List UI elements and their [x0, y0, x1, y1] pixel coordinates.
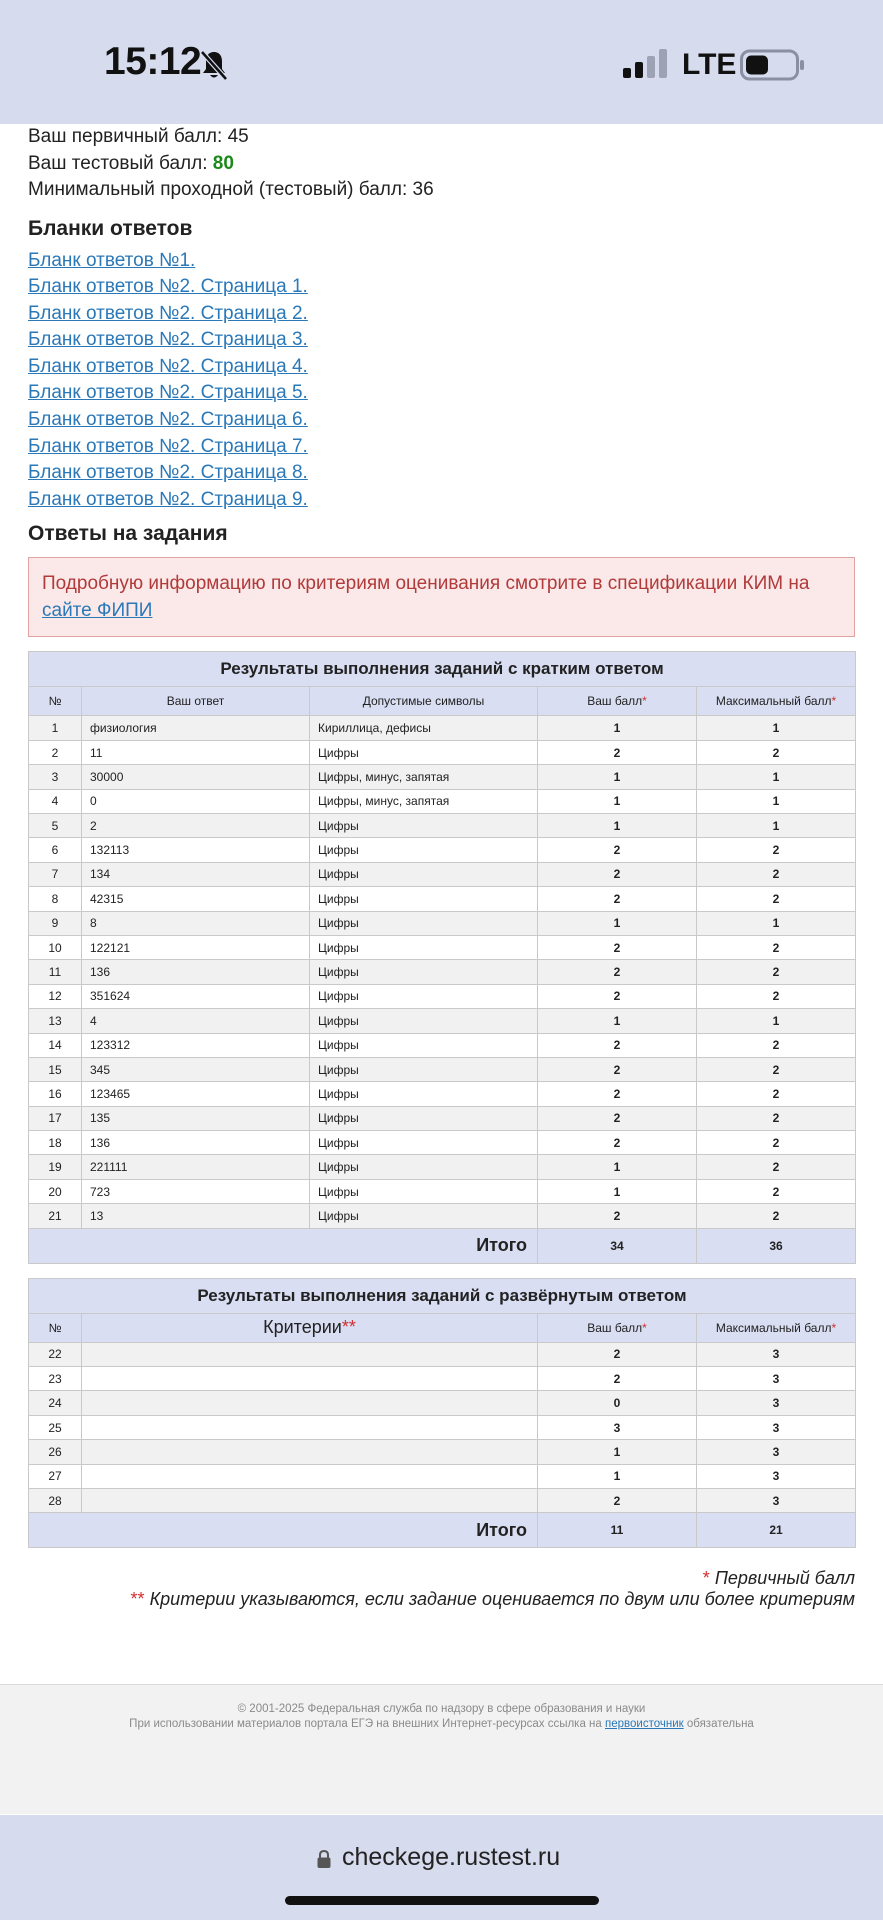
task-max-score: 1 — [697, 911, 856, 935]
task-criteria — [82, 1391, 538, 1415]
task-max-score: 1 — [697, 814, 856, 838]
allowed-symbols: Цифры — [310, 814, 538, 838]
task-max-score: 3 — [697, 1342, 856, 1366]
task-answer: 122121 — [82, 935, 310, 959]
task-score: 1 — [538, 814, 697, 838]
usage-note — [0, 1717, 883, 1732]
task-max-score: 2 — [697, 1179, 856, 1203]
allowed-symbols: Цифры — [310, 1057, 538, 1081]
criteria-alert — [28, 557, 855, 637]
table-row — [29, 1082, 856, 1106]
task-answer: 136 — [82, 1131, 310, 1155]
col-max-label: Максимальный балл — [715, 694, 832, 709]
allowed-symbols: Цифры — [310, 1082, 538, 1106]
footnote-primary — [28, 1568, 855, 1589]
task-score: 2 — [538, 1367, 697, 1391]
table-row — [29, 984, 856, 1008]
task-score: 1 — [538, 1464, 697, 1488]
task-number: 12 — [29, 984, 82, 1008]
task-score: 2 — [538, 960, 697, 984]
table-row — [29, 1179, 856, 1203]
usage-text: При использовании материалов портала ЕГЭ на внешних Интернет-ресурсах ссылка на — [129, 1718, 605, 1730]
task-number: 2 — [29, 740, 82, 764]
table-row — [29, 960, 856, 984]
short-answers-table — [28, 651, 856, 1263]
task-score: 2 — [538, 1204, 697, 1228]
primary-score — [28, 124, 855, 151]
task-number: 14 — [29, 1033, 82, 1057]
test-score — [28, 151, 855, 178]
footnote-mark: ** — [130, 1589, 145, 1610]
task-score: 1 — [538, 1155, 697, 1179]
primary-score-value: 45 — [227, 126, 249, 147]
primary-score-label: Ваш первичный балл: — [28, 126, 228, 147]
task-score: 2 — [538, 1342, 697, 1366]
allowed-symbols: Цифры — [310, 960, 538, 984]
task-number: 27 — [29, 1464, 82, 1488]
task-score: 2 — [538, 1131, 697, 1155]
required-mark: * — [831, 694, 837, 709]
task-score: 1 — [538, 789, 697, 813]
allowed-symbols: Цифры — [310, 838, 538, 862]
task-max-score: 1 — [697, 716, 856, 740]
total-score: 11 — [538, 1513, 697, 1548]
url-text[interactable]: checkege.rustest.ru — [342, 1843, 561, 1871]
task-number: 20 — [29, 1179, 82, 1203]
required-mark: * — [642, 1320, 647, 1335]
task-number: 5 — [29, 814, 82, 838]
footnote-criteria — [28, 1589, 855, 1610]
table-row — [29, 1106, 856, 1130]
task-max-score: 2 — [697, 935, 856, 959]
task-answer: 136 — [82, 960, 310, 984]
allowed-symbols: Цифры — [310, 1106, 538, 1130]
allowed-symbols: Цифры, минус, запятая — [310, 765, 538, 789]
task-score: 2 — [538, 1106, 697, 1130]
table-row — [29, 838, 856, 862]
table-row — [29, 862, 856, 886]
task-score: 1 — [538, 1179, 697, 1203]
test-score-label: Ваш тестовый балл: — [28, 152, 213, 174]
status-time: 15:12 — [104, 40, 202, 83]
task-max-score: 1 — [697, 765, 856, 789]
network-type: LTE — [682, 48, 737, 81]
task-number: 24 — [29, 1391, 82, 1415]
task-score: 0 — [538, 1391, 697, 1415]
task-score: 2 — [538, 1488, 697, 1512]
task-max-score: 3 — [697, 1391, 856, 1415]
task-max-score: 1 — [697, 1009, 856, 1033]
task-score: 1 — [538, 765, 697, 789]
table-row — [29, 814, 856, 838]
table-row — [29, 1440, 856, 1464]
table-row — [29, 765, 856, 789]
signal-icon — [622, 48, 668, 80]
footnote-text: Первичный балл — [709, 1568, 855, 1589]
task-number: 6 — [29, 838, 82, 862]
table-row — [29, 1155, 856, 1179]
total-max: 36 — [697, 1228, 856, 1263]
min-score-value: 36 — [412, 179, 434, 200]
task-answer: физиология — [82, 716, 310, 740]
task-max-score: 2 — [697, 887, 856, 911]
task-max-score: 2 — [697, 1106, 856, 1130]
bell-muted-icon — [199, 48, 229, 82]
short-table-title: Результаты выполнения заданий с кратким ответом — [29, 652, 856, 687]
source-link[interactable]: первоисточник — [605, 1718, 684, 1730]
table-row — [29, 1488, 856, 1512]
task-answer: 4 — [82, 1009, 310, 1033]
allowed-symbols: Цифры — [310, 935, 538, 959]
col-symbols: Допустимые символы — [310, 687, 538, 716]
task-score: 1 — [538, 1440, 697, 1464]
table-row — [29, 1342, 856, 1366]
usage-text-end: обязательна — [683, 1718, 754, 1730]
task-number: 11 — [29, 960, 82, 984]
alert-text: Подробную информацию по критериям оценивания смотрите в спецификации КИМ на — [42, 573, 810, 595]
min-score-label: Минимальный проходной (тестовый) балл: — [28, 179, 413, 200]
form-link[interactable]: Бланк ответов №2. Страница 1. — [28, 276, 308, 298]
task-max-score: 3 — [697, 1440, 856, 1464]
task-score: 2 — [538, 1057, 697, 1081]
task-max-score: 2 — [697, 984, 856, 1008]
task-score: 2 — [538, 887, 697, 911]
col-score — [538, 1313, 697, 1342]
task-max-score: 2 — [697, 1082, 856, 1106]
forms-link-list — [28, 248, 855, 514]
task-answer: 8 — [82, 911, 310, 935]
task-max-score: 2 — [697, 1131, 856, 1155]
allowed-symbols: Цифры — [310, 911, 538, 935]
form-link[interactable]: Бланк ответов №2. Страница 7. — [28, 435, 308, 457]
task-score: 2 — [538, 1082, 697, 1106]
task-score: 3 — [538, 1415, 697, 1439]
browser-address-bar[interactable] — [0, 1815, 883, 1920]
task-criteria — [82, 1464, 538, 1488]
col-score-label: Ваш балл — [587, 694, 643, 709]
task-criteria — [82, 1415, 538, 1439]
allowed-symbols: Цифры — [310, 1033, 538, 1057]
long-total-row — [29, 1513, 856, 1548]
allowed-symbols: Цифры — [310, 1155, 538, 1179]
task-max-score: 3 — [697, 1464, 856, 1488]
task-answer: 42315 — [82, 887, 310, 911]
short-total-row — [29, 1228, 856, 1263]
answers-heading: Ответы на задания — [28, 522, 228, 546]
long-table-title: Результаты выполнения заданий с развёрнутым ответом — [29, 1278, 856, 1313]
task-number: 15 — [29, 1057, 82, 1081]
task-number: 16 — [29, 1082, 82, 1106]
task-answer: 134 — [82, 862, 310, 886]
table-row — [29, 1033, 856, 1057]
allowed-symbols: Цифры — [310, 1204, 538, 1228]
task-answer: 2 — [82, 814, 310, 838]
total-label: Итого — [29, 1513, 538, 1548]
task-answer: 723 — [82, 1179, 310, 1203]
total-score: 34 — [538, 1228, 697, 1263]
table-row — [29, 716, 856, 740]
allowed-symbols: Цифры — [310, 984, 538, 1008]
form-link[interactable]: Бланк ответов №2. Страница 5. — [28, 382, 308, 404]
task-number: 23 — [29, 1367, 82, 1391]
task-score: 2 — [538, 740, 697, 764]
allowed-symbols: Цифры, минус, запятая — [310, 789, 538, 813]
task-number: 21 — [29, 1204, 82, 1228]
task-max-score: 2 — [697, 740, 856, 764]
allowed-symbols: Цифры — [310, 1009, 538, 1033]
main-content — [28, 124, 855, 1610]
footnote-mark: * — [702, 1568, 710, 1589]
page-footer — [0, 1684, 883, 1814]
allowed-symbols: Кириллица, дефисы — [310, 716, 538, 740]
fipi-link[interactable]: сайте ФИПИ — [42, 600, 153, 622]
form-link[interactable]: Бланк ответов №2. Страница 2. — [28, 302, 308, 324]
status-bar — [0, 0, 883, 124]
form-link[interactable]: Бланк ответов №2. Страница 8. — [28, 462, 308, 484]
task-score: 2 — [538, 862, 697, 886]
allowed-symbols: Цифры — [310, 887, 538, 911]
table-row — [29, 1464, 856, 1488]
long-answers-table — [28, 1278, 856, 1549]
lock-icon — [316, 1849, 332, 1869]
col-criteria-label: Критерии — [263, 1317, 342, 1338]
task-number: 13 — [29, 1009, 82, 1033]
col-score-label: Ваш балл — [587, 1320, 643, 1335]
col-score — [538, 687, 697, 716]
task-max-score: 3 — [697, 1488, 856, 1512]
form-link[interactable]: Бланк ответов №2. Страница 4. — [28, 355, 308, 377]
task-number: 4 — [29, 789, 82, 813]
form-link[interactable]: Бланк ответов №2. Страница 9. — [28, 488, 308, 510]
allowed-symbols: Цифры — [310, 1131, 538, 1155]
battery-icon — [740, 48, 806, 82]
col-max — [697, 1313, 856, 1342]
table-row — [29, 935, 856, 959]
allowed-symbols: Цифры — [310, 1179, 538, 1203]
table-row — [29, 911, 856, 935]
task-score: 2 — [538, 935, 697, 959]
table-row — [29, 1057, 856, 1081]
col-criteria — [82, 1313, 538, 1342]
task-max-score: 2 — [697, 838, 856, 862]
copyright-text: © 2001-2025 Федеральная служба по надзору в сфере образования и науки — [237, 1703, 646, 1715]
table-row — [29, 740, 856, 764]
task-max-score: 1 — [697, 789, 856, 813]
task-number: 18 — [29, 1131, 82, 1155]
task-score: 2 — [538, 984, 697, 1008]
task-score: 1 — [538, 911, 697, 935]
long-table-body — [29, 1342, 856, 1513]
table-row — [29, 1204, 856, 1228]
table-row — [29, 1415, 856, 1439]
allowed-symbols: Цифры — [310, 862, 538, 886]
task-criteria — [82, 1488, 538, 1512]
task-max-score: 2 — [697, 1057, 856, 1081]
col-max — [697, 687, 856, 716]
task-number: 28 — [29, 1488, 82, 1512]
task-number: 8 — [29, 887, 82, 911]
task-answer: 0 — [82, 789, 310, 813]
task-max-score: 2 — [697, 960, 856, 984]
task-criteria — [82, 1367, 538, 1391]
task-number: 25 — [29, 1415, 82, 1439]
short-table-body — [29, 716, 856, 1228]
task-answer: 351624 — [82, 984, 310, 1008]
task-answer: 345 — [82, 1057, 310, 1081]
task-number: 10 — [29, 935, 82, 959]
task-answer: 123312 — [82, 1033, 310, 1057]
task-number: 9 — [29, 911, 82, 935]
table-row — [29, 1391, 856, 1415]
task-max-score: 2 — [697, 1204, 856, 1228]
task-answer: 11 — [82, 740, 310, 764]
task-answer: 221111 — [82, 1155, 310, 1179]
task-answer: 13 — [82, 1204, 310, 1228]
test-score-value: 80 — [212, 152, 234, 174]
col-max-label: Максимальный балл — [715, 1320, 832, 1335]
home-indicator[interactable] — [285, 1896, 599, 1905]
task-number: 17 — [29, 1106, 82, 1130]
total-label: Итого — [29, 1228, 538, 1263]
task-number: 7 — [29, 862, 82, 886]
task-max-score: 2 — [697, 1033, 856, 1057]
task-max-score: 3 — [697, 1415, 856, 1439]
col-num: № — [29, 1313, 82, 1342]
task-number: 3 — [29, 765, 82, 789]
form-link[interactable]: Бланк ответов №2. Страница 3. — [28, 329, 308, 351]
task-max-score: 2 — [697, 862, 856, 886]
required-mark: ** — [341, 1317, 356, 1338]
task-max-score: 3 — [697, 1367, 856, 1391]
col-num: № — [29, 687, 82, 716]
form-link[interactable]: Бланк ответов №1. — [28, 249, 196, 271]
table-row — [29, 1367, 856, 1391]
task-answer: 132113 — [82, 838, 310, 862]
task-answer: 135 — [82, 1106, 310, 1130]
total-max: 21 — [697, 1513, 856, 1548]
min-score — [28, 177, 855, 204]
required-mark: * — [831, 1320, 837, 1335]
required-mark: * — [642, 694, 647, 709]
task-answer: 30000 — [82, 765, 310, 789]
allowed-symbols: Цифры — [310, 740, 538, 764]
table-row — [29, 789, 856, 813]
task-answer: 123465 — [82, 1082, 310, 1106]
col-answer: Ваш ответ — [82, 687, 310, 716]
table-row — [29, 1131, 856, 1155]
task-criteria — [82, 1342, 538, 1366]
task-number: 22 — [29, 1342, 82, 1366]
task-max-score: 2 — [697, 1155, 856, 1179]
task-score: 1 — [538, 716, 697, 740]
table-row — [29, 887, 856, 911]
task-number: 1 — [29, 716, 82, 740]
form-link[interactable]: Бланк ответов №2. Страница 6. — [28, 409, 308, 431]
footnote-text: Критерии указываются, если задание оценивается по двум или более критериям — [144, 1589, 855, 1610]
task-score: 1 — [538, 1009, 697, 1033]
task-score: 2 — [538, 838, 697, 862]
task-score: 2 — [538, 1033, 697, 1057]
task-criteria — [82, 1440, 538, 1464]
footnotes — [28, 1568, 855, 1610]
task-number: 26 — [29, 1440, 82, 1464]
task-number: 19 — [29, 1155, 82, 1179]
table-row — [29, 1009, 856, 1033]
forms-heading: Бланки ответов — [28, 216, 193, 240]
